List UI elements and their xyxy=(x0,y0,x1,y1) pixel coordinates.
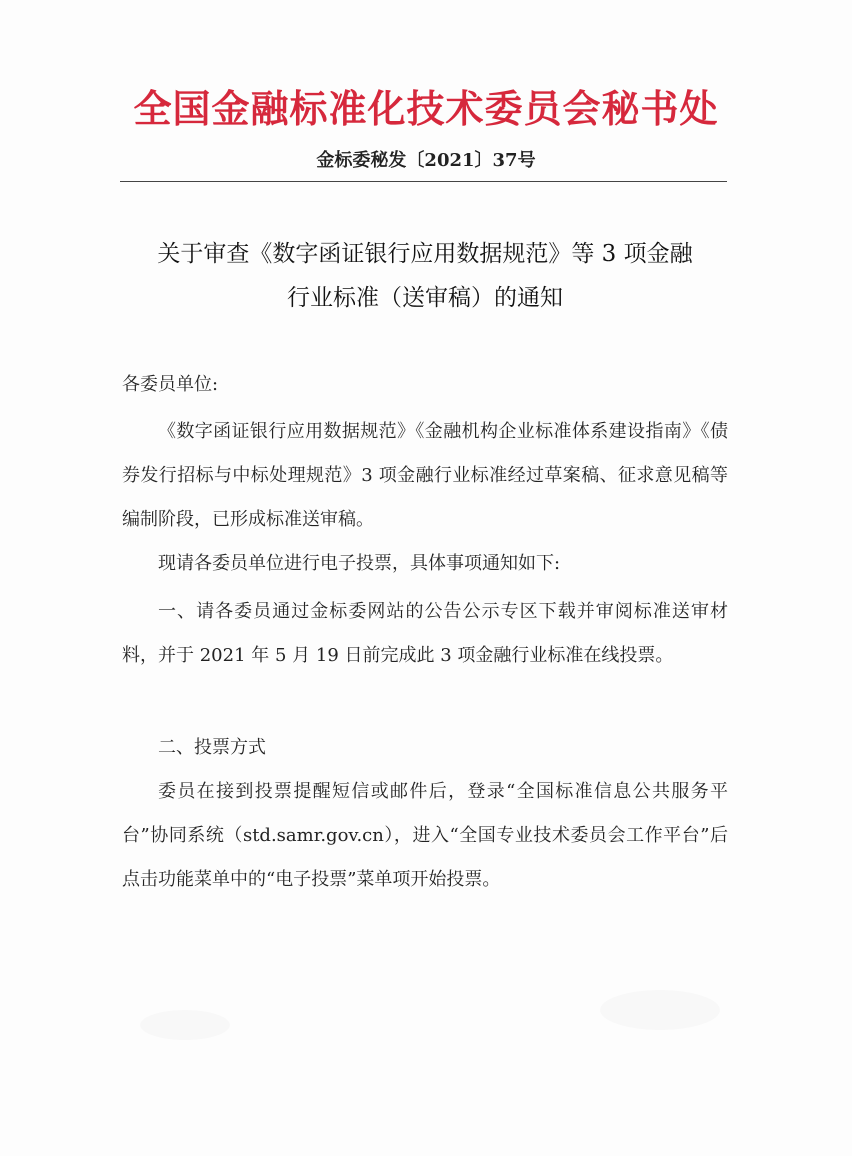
title-line-1: 关于审查《数字函证银行应用数据规范》等 3 项金融 xyxy=(157,241,693,267)
header-divider xyxy=(120,181,727,182)
body-paragraph: 《数字函证银行应用数据规范》《金融机构企业标准体系建设指南》《债券发行招标与中标处理规范》3 项金融行业标准经过草案稿、征求意见稿等编制阶段，已形成标准送审稿。 xyxy=(122,421,728,530)
scan-smudge xyxy=(140,1010,230,1040)
body-paragraph-block-4 xyxy=(122,726,728,770)
body-paragraph: 现请各委员单位进行电子投票，具体事项通知如下: xyxy=(158,553,561,574)
section-heading: 二、投票方式 xyxy=(158,737,266,758)
scan-smudge xyxy=(600,990,720,1030)
body-paragraph-block-5 xyxy=(122,770,728,902)
document-title xyxy=(120,232,730,320)
body-paragraph-block-3 xyxy=(122,590,728,678)
salutation: 各委员单位: xyxy=(122,374,219,395)
body-paragraph-block-2 xyxy=(122,542,728,586)
body-paragraph-block-1 xyxy=(122,410,728,542)
document-number: 金标委秘发〔2021〕37号 xyxy=(316,150,536,171)
body-paragraph: 委员在接到投票提醒短信或邮件后，登录“全国标准信息公共服务平台”协同系统（std.samr.gov.cn），进入“全国专业技术委员会工作平台”后点击功能菜单中的“电子投票”菜单项开始投票。 xyxy=(122,781,728,890)
body-paragraph: 一、请各委员通过金标委网站的公告公示专区下载并审阅标准送审材料，并于 2021 年 5 月 19 日前完成此 3 项金融行业标准在线投票。 xyxy=(122,601,728,666)
issuing-organization: 全国金融标准化技术委员会秘书处 xyxy=(133,86,719,131)
title-line-2: 行业标准（送审稿）的通知 xyxy=(287,285,563,311)
